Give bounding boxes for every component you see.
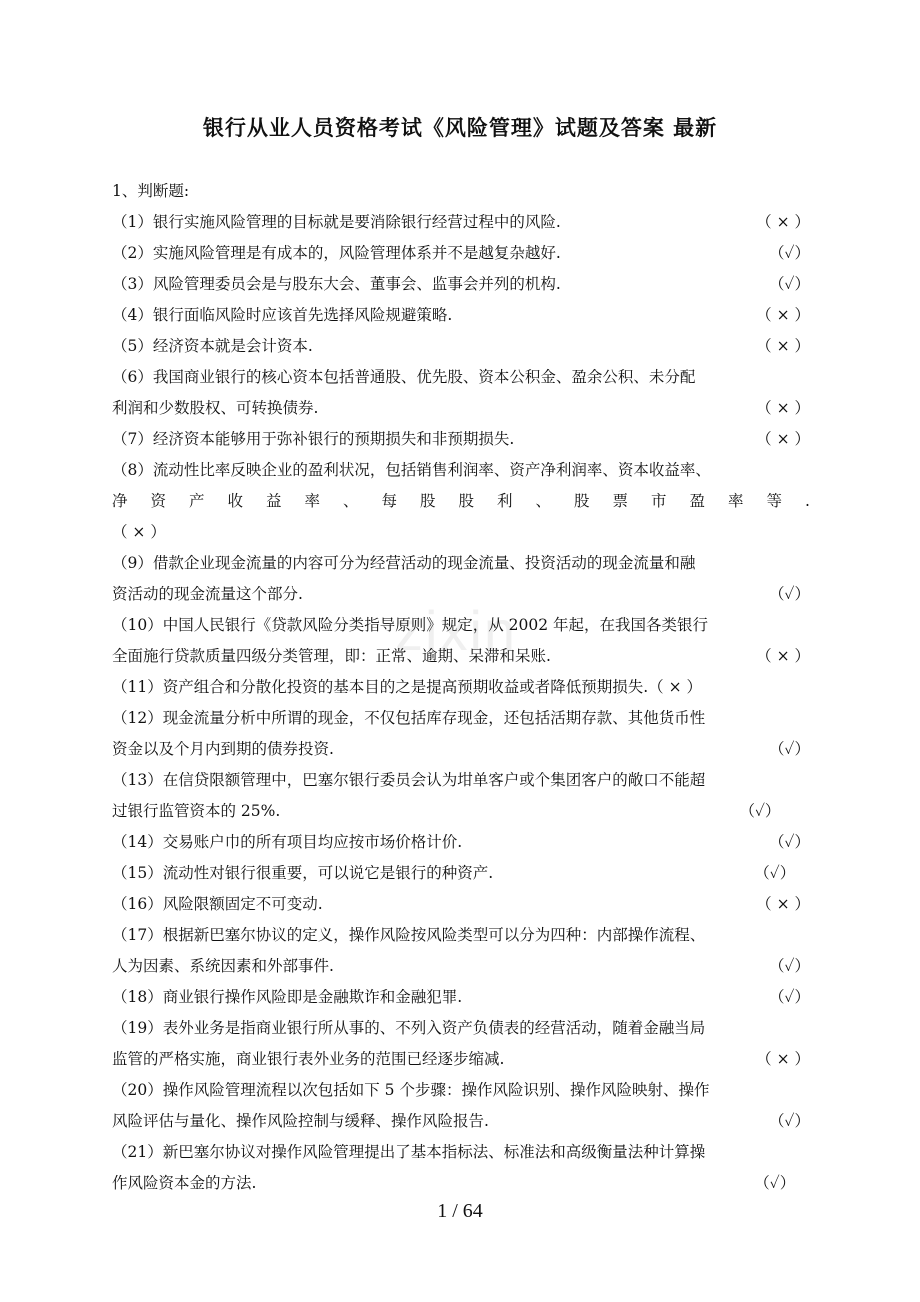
question-item — [112, 455, 810, 548]
justified-char: 股 — [458, 492, 475, 510]
question-item — [112, 1013, 810, 1075]
justified-char: 、 — [535, 492, 552, 510]
question-text-line: （1）银行实施风险管理的目标就是要消除银行经营过程中的风险. — [112, 213, 561, 231]
justified-char: 率 — [728, 492, 744, 510]
question-text-line: 监管的严格实施，商业银行表外业务的范围已经逐步缩减. — [112, 1050, 505, 1068]
answer-mark: （✓） — [739, 802, 810, 820]
justified-char: 利 — [497, 492, 513, 510]
question-text-line: 风险评估与量化、操作风险控制与缓释、操作风险报告. — [112, 1112, 489, 1130]
question-item — [112, 672, 810, 703]
question-text-line: （14）交易账户巾的所有项目均应按市场价格计价. — [112, 833, 463, 851]
question-text-line: （11）资产组合和分散化投资的基本目的之是提高预期收益或者降低预期损失.（ × ） — [112, 678, 702, 696]
question-item — [112, 300, 810, 331]
question-text-line: 作风险资本金的方法. — [112, 1174, 257, 1192]
question-item — [112, 424, 810, 455]
question-text-line: （21）新巴塞尔协议对操作风险管理提出了基本指标法、标准法和高级衡量法种计算操 — [112, 1143, 706, 1161]
question-item — [112, 610, 810, 672]
justified-char: 等 — [766, 492, 783, 510]
page-number: 1 / 64 — [437, 1200, 483, 1222]
answer-mark: （✓） — [754, 864, 810, 882]
answer-mark: （✓） — [769, 244, 810, 262]
section-heading: 1、判断题: — [112, 182, 190, 200]
answer-mark: （✓） — [769, 1112, 810, 1130]
answer-mark: （ × ） — [756, 895, 810, 913]
question-list — [112, 176, 810, 1199]
answer-mark: （ × ） — [756, 430, 810, 448]
justified-char: 资 — [150, 492, 167, 510]
watermark: zixin — [395, 599, 518, 662]
document-title: 银行从业人员资格考试《风险管理》试题及答案 最新 — [202, 116, 718, 140]
question-text-line: 资活动的现金流量这个部分. — [112, 585, 303, 603]
items-container — [112, 207, 810, 1199]
answer-mark: （✓） — [769, 275, 810, 293]
question-item — [112, 1075, 810, 1137]
question-text-line: （19）表外业务是指商业银行所从事的、不列入资产负债表的经营活动，随着金融当局 — [112, 1019, 706, 1037]
answer-mark: （ × ） — [756, 399, 810, 417]
question-text-line: （16）风险限额固定不可变动. — [112, 895, 323, 913]
question-item — [112, 1137, 810, 1199]
justified-char: 每 — [381, 492, 398, 510]
question-text-line: 过银行监管资本的 25%. — [112, 802, 281, 820]
answer-mark: （ × ） — [756, 337, 810, 355]
question-text-line: （2）实施风险管理是有成本的，风险管理体系并不是越复杂越好. — [112, 244, 561, 262]
question-item — [112, 331, 810, 362]
question-item — [112, 827, 810, 858]
question-text-line: （4）银行面临风险时应该首先选择风险规避策略. — [112, 306, 453, 324]
answer-mark: （✓） — [769, 585, 810, 603]
question-text-line: （17）根据新巴塞尔协议的定义，操作风险按风险类型可以分为四种：内部操作流程、 — [112, 926, 706, 944]
question-item — [112, 703, 810, 765]
question-text-line: （18）商业银行操作风险即是金融欺诈和金融犯罪. — [112, 988, 463, 1006]
question-text-justified-line — [112, 486, 810, 517]
question-text-line: （7）经济资本能够用于弥补银行的预期损失和非预期损失. — [112, 430, 515, 448]
answer-mark: （✓） — [769, 833, 810, 851]
justified-char: 、 — [343, 492, 359, 510]
justified-char: 益 — [266, 492, 282, 510]
question-text-line: （8）流动性比率反映企业的盈利状况，包括销售利润率、资产净利润率、资本收益率、 — [112, 461, 711, 479]
question-item — [112, 207, 810, 238]
question-item — [112, 269, 810, 300]
answer-mark: （ × ） — [112, 523, 166, 541]
justified-char: 市 — [651, 492, 667, 510]
question-text-line: 利润和少数股权、可转换债券. — [112, 399, 319, 417]
question-text-line: （12）现金流量分析中所谓的现金，不仅包括库存现金，还包括活期存款、其他货币性 — [112, 709, 706, 727]
question-item — [112, 238, 810, 269]
justified-char: 票 — [612, 492, 629, 510]
question-item — [112, 982, 810, 1013]
answer-mark: （ × ） — [756, 1050, 810, 1068]
question-text-line: （3）风险管理委员会是与股东大会、董事会、监事会并列的机构. — [112, 275, 561, 293]
question-text-line: 全面施行贷款质量四级分类管理，即：正常、逾期、呆滞和呆账. — [112, 647, 551, 665]
question-text-line: （5）经济资本就是会计资本. — [112, 337, 313, 355]
answer-mark: （✓） — [769, 740, 810, 758]
question-item — [112, 548, 810, 610]
justified-char: 收 — [227, 492, 244, 510]
question-text-line: （20）操作风险管理流程以次包括如下 5 个步骤：操作风险识别、操作风险映射、操作 — [112, 1081, 710, 1099]
question-text-line: 人为因素、系统因素和外部事件. — [112, 957, 334, 975]
question-item — [112, 858, 810, 889]
justified-char: 股 — [574, 492, 590, 510]
answer-mark: （ × ） — [756, 213, 810, 231]
answer-mark: （ × ） — [756, 647, 810, 665]
question-text-line: （6）我国商业银行的核心资本包括普通股、优先股、资本公积金、盈余公积、未分配 — [112, 368, 696, 386]
question-text-line: 资金以及个月内到期的债券投资. — [112, 740, 334, 758]
question-text-line: （10）中国人民银行《贷款风险分类指导原则》规定，从 2002 年起，在我国各类银行 — [112, 616, 709, 634]
justified-char: 股 — [420, 492, 436, 510]
answer-mark: （✓） — [769, 957, 810, 975]
question-text-line: （9）借款企业现金流量的内容可分为经营活动的现金流量、投资活动的现金流量和融 — [112, 554, 696, 572]
question-item — [112, 765, 810, 827]
question-item — [112, 362, 810, 424]
answer-mark: （✓） — [769, 988, 810, 1006]
question-item — [112, 920, 810, 982]
justified-char: 产 — [189, 492, 205, 510]
question-item — [112, 889, 810, 920]
answer-mark: （ × ） — [756, 306, 810, 324]
justified-char: . — [805, 492, 810, 510]
answer-mark: （✓） — [754, 1174, 810, 1192]
justified-char: 率 — [304, 492, 321, 510]
justified-char: 盈 — [689, 492, 706, 510]
justified-char: 净 — [112, 492, 128, 510]
question-text-line: （15）流动性对银行很重要，可以说它是银行的种资产. — [112, 864, 494, 882]
question-text-line: （13）在信贷限额管理中，巴塞尔银行委员会认为坩单客户或个集团客户的敞口不能超 — [112, 771, 706, 789]
